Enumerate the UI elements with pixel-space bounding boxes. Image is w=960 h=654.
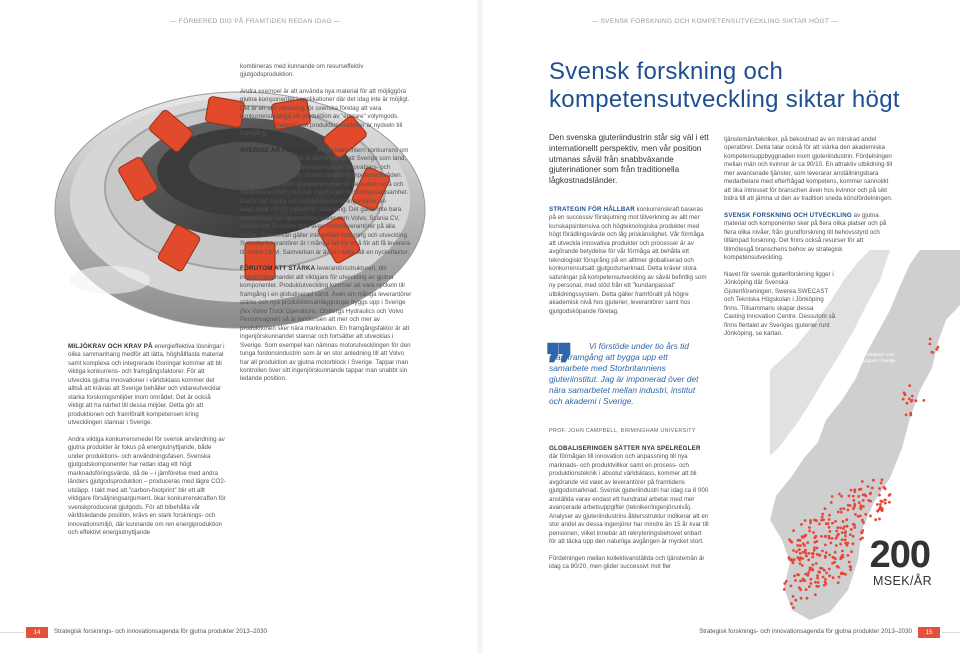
foundry-dot — [915, 399, 918, 402]
foundry-dot — [808, 552, 811, 555]
foundry-dot — [796, 556, 799, 559]
foundry-dot — [828, 514, 831, 517]
footer-text-right: Strategisk forsknings- och innovationsagenda för gjutna produkter 2013–2030 — [699, 628, 912, 635]
foundry-dot — [832, 556, 835, 559]
foundry-dot — [831, 495, 834, 498]
foundry-dot — [834, 557, 837, 560]
foundry-dot — [848, 561, 851, 564]
foundry-dot — [867, 485, 870, 488]
foundry-dot — [795, 599, 798, 602]
foundry-dot — [845, 518, 848, 521]
far-right-column-text — [724, 136, 894, 347]
foundry-dot — [869, 515, 872, 518]
foundry-dot — [859, 515, 862, 518]
foundry-dot — [808, 530, 811, 533]
foundry-dot — [844, 535, 847, 538]
foundry-dot — [813, 549, 816, 552]
foundry-dot — [815, 519, 818, 522]
foundry-dot — [800, 597, 803, 600]
foundry-dot — [836, 565, 839, 568]
foundry-dot — [852, 535, 855, 538]
foundry-dot — [906, 402, 909, 405]
foundry-dot — [830, 542, 833, 545]
foundry-dot — [911, 399, 914, 402]
left-column-text — [68, 343, 228, 546]
foundry-dot — [807, 574, 810, 577]
foundry-dot — [804, 519, 807, 522]
foundry-dot — [871, 487, 874, 490]
foundry-dot — [879, 503, 882, 506]
foundry-dot — [831, 522, 834, 525]
foundry-dot — [876, 503, 879, 506]
foundry-dot — [852, 542, 855, 545]
foundry-dot — [881, 478, 884, 481]
right-column-lower-text — [549, 445, 709, 580]
foundry-dot — [848, 495, 851, 498]
foundry-dot — [828, 518, 831, 521]
foundry-dot — [805, 555, 808, 558]
foundry-dot — [783, 588, 786, 591]
foundry-dot — [864, 513, 867, 516]
foundry-dot — [854, 513, 857, 516]
foundry-dot — [838, 493, 841, 496]
foundry-dot — [828, 574, 831, 577]
foundry-dot — [852, 495, 855, 498]
foundry-dot — [846, 525, 849, 528]
foundry-dot — [908, 384, 911, 387]
foundry-dot — [862, 505, 865, 508]
foundry-dot — [821, 550, 824, 553]
foundry-dot — [861, 532, 864, 535]
foundry-dot — [853, 490, 856, 493]
foundry-dot — [880, 482, 883, 485]
foundry-dot — [808, 585, 811, 588]
foundry-dot — [818, 523, 821, 526]
foundry-dot — [861, 529, 864, 532]
foundry-dot — [842, 520, 845, 523]
page-number-left: 14 — [26, 627, 48, 638]
paragraph-lead: STRATEGIN FÖR HÅLLBAR — [549, 206, 635, 213]
running-header-left: — FÖRBERED DIG PÅ FRAMTIDEN REDAN IDAG — — [170, 18, 341, 25]
foundry-dot — [849, 568, 852, 571]
foundry-dot — [849, 565, 852, 568]
foundry-dot — [824, 581, 827, 584]
foundry-dot — [814, 541, 817, 544]
paragraph-text: leverantörsstrukturen, blir ingenjörskunnandet allt viktigare för utveckling av gjutna komponenter. Produktutveckling kommer att vara nyckeln till framgång i en globaliserad värld. Även om många leverantörer stärks och nya produktionsanläggningar byggs upp i Sverige (fex Volvo Truck Operations, Olsbergs Hydraulics och Volvo Personvagnar) så är tendensen att mer och mer av produktionen sker nära marknaden. En framgångsfaktor är att ingenjörskunnandet stannar och fortsätter att utvecklas i Sverige. Som exempel kan nämnas motorutvecklingen för den tunga fordonsindustrin som är en stor anledning till att Volvo har all produktion av gjutna motorblock i Sverige. Tappar man kontrollen över sitt ingenjörskunnande tappar man snabbt sin ledande position. — [240, 265, 412, 383]
middle-column-text — [240, 63, 414, 392]
spine-gutter — [478, 0, 482, 654]
map-note: Svensk gjuteriindustri som tillverkar gjutgods i Sverige — [843, 352, 896, 363]
foundry-dot — [791, 559, 794, 562]
foundry-dot — [821, 516, 824, 519]
foundry-dot — [888, 494, 891, 497]
foundry-dot — [799, 588, 802, 591]
foundry-dot — [810, 582, 813, 585]
footer-rule-left — [0, 632, 24, 633]
foundry-dot — [835, 537, 838, 540]
foundry-dot — [888, 501, 891, 504]
foundry-dot — [852, 507, 855, 510]
foundry-dot — [811, 567, 814, 570]
foundry-dot — [817, 581, 820, 584]
foundry-dot — [911, 395, 914, 398]
foundry-dot — [824, 555, 827, 558]
foundry-dot — [828, 568, 831, 571]
foundry-dot — [844, 573, 847, 576]
foundry-dot — [825, 522, 828, 525]
foundry-dot — [840, 511, 843, 514]
foundry-dot — [903, 391, 906, 394]
foundry-dot — [874, 518, 877, 521]
foundry-dot — [794, 579, 797, 582]
foundry-dot — [905, 413, 908, 416]
foundry-dot — [858, 488, 861, 491]
quote-attribution: PROF. JOHN CAMPBELL, BIRMINGHAM UNIVERSITY — [549, 428, 696, 434]
foundry-dot — [824, 578, 827, 581]
foundry-dot — [837, 581, 840, 584]
foundry-dot — [801, 564, 804, 567]
foundry-dot — [902, 398, 905, 401]
paragraph-lead: FÖRUTOM ATT STÄRKA — [240, 265, 316, 273]
paragraph-text: Andra exempel är att använda nya material för att möjliggöra gjutna komponenter i applikationer där det idag inte är möjligt. Det är en stor utmaning för svenska företag att vara konkurrenskraftiga vid produktion av "enklare" volymgods. Avancerade material och produktionsmetoder är nyckeln till framgång. — [240, 87, 410, 138]
foundry-dot — [862, 499, 865, 502]
foundry-dot — [796, 544, 799, 547]
foundry-dot — [849, 533, 852, 536]
foundry-dot — [824, 535, 827, 538]
foundry-dot — [788, 538, 791, 541]
paragraph-text: för att klara intern konkurrens om forskningsresurser. Det är därför viktigt att Sverige som land, etablerar starka sektorsöverskridande innovations- och forskningsmiljöer inom särskilt utvalda kompetensområden. Många företag inom gjuteribranschen är dessutom små och medelstora (SME) och har ingen egen forskningsverksamhet. Därför har starka och etablerade forskningsmiljöer en avgörande roll för industrins utveckling. Det gäller inte bara utvecklingen av systemintegratörer som Volvo, Scania CV, Vestas och Ericsson utan även underleverantörer på alla nivåer. Samverkan gäller inte enbart forskning och utveckling. Svenska leverantörer är i många fall för små för att få leverera till större OEM. Samverkan är även i detta fall en nyckelfaktor. — [240, 146, 410, 256]
paragraph-lead: MILJÖKRAV OCH KRAV PÅ — [68, 343, 153, 350]
foundry-dot — [797, 574, 800, 577]
foundry-dot — [799, 580, 802, 583]
foundry-dot — [816, 553, 819, 556]
pull-quote: Vi förstöde under tio års tid utan framgång att bygga upp ett samarbete med Storbritanniens gjuteriinstitut. Jag är imponerad över det nära samarbetet mellan industri, institut och akademi i Sverige. — [549, 341, 699, 406]
foundry-dot — [878, 487, 881, 490]
foundry-dot — [884, 502, 887, 505]
foundry-dot — [812, 531, 815, 534]
foundry-dot — [831, 537, 834, 540]
foundry-dot — [797, 539, 800, 542]
foundry-dot — [843, 525, 846, 528]
foundry-dot — [876, 510, 879, 513]
foundry-dot — [836, 526, 839, 529]
foundry-dot — [800, 523, 803, 526]
foundry-dot — [807, 571, 810, 574]
foundry-dot — [880, 500, 883, 503]
foundry-dot — [824, 507, 827, 510]
foundry-dot — [850, 489, 853, 492]
foundry-dot — [814, 593, 817, 596]
foundry-dot — [824, 544, 827, 547]
foundry-dot — [838, 576, 841, 579]
foundry-dot — [861, 480, 864, 483]
foundry-dot — [808, 526, 811, 529]
foundry-dot — [922, 399, 925, 402]
foundry-dot — [844, 539, 847, 542]
foundry-dot — [821, 513, 824, 516]
foundry-dot — [799, 544, 802, 547]
foundry-dot — [793, 575, 796, 578]
foundry-dot — [798, 548, 801, 551]
foundry-dot — [801, 535, 804, 538]
foundry-dot — [858, 501, 861, 504]
foundry-dot — [799, 562, 802, 565]
foundry-dot — [792, 529, 795, 532]
foundry-dot — [853, 499, 856, 502]
foundry-dot — [843, 507, 846, 510]
page-title: Svensk forskning och kompetensutveckling siktar högt — [549, 58, 900, 114]
foundry-dot — [831, 562, 834, 565]
foundry-dot — [792, 606, 795, 609]
foundry-dot — [860, 507, 863, 510]
paragraph-text: kombineras med kunnande om resurseffektiv gjutgodsproduktion. — [240, 63, 364, 79]
foundry-dot — [811, 553, 814, 556]
footer-text-left: Strategisk forsknings- och innovationsagenda för gjutna produkter 2013–2030 — [54, 628, 267, 635]
foundry-dot — [835, 530, 838, 533]
foundry-dot — [788, 556, 791, 559]
foundry-dot — [820, 535, 823, 538]
foundry-dot — [799, 552, 802, 555]
foundry-dot — [815, 585, 818, 588]
foundry-dot — [816, 547, 819, 550]
foundry-dot — [792, 595, 795, 598]
foundry-dot — [883, 499, 886, 502]
foundry-dot — [822, 576, 825, 579]
foundry-dot — [859, 538, 862, 541]
paragraph-text: energieffektiva lösningar i olika sammanhang medför att lätta, höghållfasta material samt komplexa och integrerade lösningar kommer att bli viktiga konkurrens- och framgångsfaktorer. För att utveckla gjutna innovationer i världsklass kommer det alltså att krävas att Sverige behåller och vidareutvecklar starka forskningsmiljöer inom området. Det är också viktigt att ha närhet till dessa miljöer. Detta gör att produktionen och framförallt kompetensen kring utvecklingen stannar i Sverige. — [68, 343, 225, 427]
foundry-dot — [865, 495, 868, 498]
foundry-dot — [828, 554, 831, 557]
foundry-dot — [803, 544, 806, 547]
foundry-dot — [830, 501, 833, 504]
foundry-dot — [817, 571, 820, 574]
foundry-dot — [908, 398, 911, 401]
foundry-dot — [839, 508, 842, 511]
foundry-dot — [804, 534, 807, 537]
foundry-dot — [850, 528, 853, 531]
foundry-dot — [844, 530, 847, 533]
foundry-dot — [792, 549, 795, 552]
paragraph-text: konkurrenskraft baseras på en successiv förskjutning mot tillverkning av allt mer kunskapsintensiva och högteknologiska produkter med högt förädlingsvärde och låg priskänslighet. Vår förmåga att utveckla innovativa produkter och processer är av avgörande betydelse för vår förmåga att behålla ett teknologiskt försprång på en alltmer globaliserad och konkurrensutsatt gjutgodsmarknad. Detta kräver stora satsningar på kompetensutveckling av såväl befintlig som ny personal, med stöd från ett "kundanpassat" utbildningssystem. Detta gäller framförallt på högre akademisk nivå hos gjuterier, leverantörer samt hos gjutgodsköpande företag. — [549, 206, 707, 315]
foundry-dot — [810, 578, 813, 581]
paragraph-lead: SVENSK FORSKNING OCH UTVECKLING — [724, 211, 852, 219]
paragraph-text: Andra viktiga konkurrensmedel för svensk användning av gjutna produkter är fokus på energiutnyttjande, både under produktions- och användningsfasen. Svenska gjutgodskomponenter har redan idag ett högt marknadsföringsvärde, då de – i jämförelse med andra länders gjutgodsproduktion – produceras med lägre CO2-utsläpp. I takt med att "carbon-footprint" blir ett allt viktigare försäljningsargument, ökar konkurrenskraften för svenskproducerat gjutgods. För att bibehålla vår världsledande position, krävs en stark forsknings- och innovationsmiljö, där kunnande om ren energiproduktion och effektivt energiutnyttjande — [68, 435, 226, 537]
paragraph-lead: GLOBALISERINGEN SÄTTER NYA SPELREGLER — [549, 445, 701, 452]
foundry-dot — [840, 572, 843, 575]
foundry-dot — [809, 519, 812, 522]
foundry-dot — [825, 572, 828, 575]
foundry-dot — [806, 541, 809, 544]
foundry-dot — [862, 493, 865, 496]
foundry-dot — [869, 492, 872, 495]
quote-mark-icon: ❞ — [545, 335, 569, 395]
footer-rule-right — [942, 632, 960, 633]
foundry-dot — [841, 550, 844, 553]
foundry-dot — [828, 526, 831, 529]
foundry-dot — [837, 511, 840, 514]
foundry-dot — [820, 519, 823, 522]
foundry-dot — [878, 494, 881, 497]
foundry-dot — [847, 554, 850, 557]
foundry-dot — [811, 564, 814, 567]
foundry-dot — [878, 518, 881, 521]
foundry-dot — [802, 578, 805, 581]
foundry-dot — [881, 507, 884, 510]
foundry-dot — [857, 495, 860, 498]
foundry-dot — [884, 487, 887, 490]
foundry-dot — [909, 412, 912, 415]
foundry-dot — [783, 582, 786, 585]
paragraph-lead: SVERIGE ÄR FÖR LITET — [240, 146, 316, 154]
foundry-dot — [814, 581, 817, 584]
foundry-dot — [835, 544, 838, 547]
foundry-dot — [801, 557, 804, 560]
stat-value: 200 — [869, 534, 930, 576]
foundry-dot — [815, 562, 818, 565]
foundry-dot — [937, 346, 940, 349]
paragraph-text: där förmågan till innovation och anpassning till nya marknads- och produktvillkor samt en process- och produktionsteknik i absolut världsklass, kommer att bli avgörande vid valet av leverantörer på framtidens gjutgodsmarknad. Svensk gjuteriindustri har idag ca 8 000 anställda varav endast ett hundratal arbetar med mer avancerade arbetsuppgifter (tekniker/ingenjörsnivå). Analyser av gjuteriindustrins åldersstruktur indikerar att en stor andel av dessa ingenjörer har mindre än 15 år kvar till pensionen, vilket innebär att rekryteringsbehovet enbart för att täcka upp den naturliga avgången är mycket stort. — [549, 453, 709, 546]
foundry-dot — [861, 519, 864, 522]
stat-unit: MSEK/ÅR — [872, 574, 932, 588]
foundry-dot — [834, 551, 837, 554]
foundry-dot — [839, 543, 842, 546]
foundry-dot — [846, 542, 849, 545]
intro-text: Den svenska gjuteriindustrin står sig väl i ett internationellt perspektiv, men vår position utmanas såväl från snabbväxande gjuterinationer som från traditionella lågkostnadsländer. — [549, 133, 709, 186]
paragraph-text: Navet för svensk gjuteriforskning ligger i Jönköping där Svenska Gjuteriföreningen, Swerea SWECAST och Tekniska Högskolan i Jönköping finns. Tillsammans skapar dessa Casting Innovation Centre. Dessutom så finns flertalet av Sveriges gjuterier runt Jönköping, se kartan. — [724, 270, 836, 338]
foundry-dot — [832, 576, 835, 579]
foundry-dot — [816, 574, 819, 577]
foundry-dot — [841, 531, 844, 534]
foundry-dot — [872, 479, 875, 482]
foundry-dot — [790, 585, 793, 588]
foundry-dot — [790, 602, 793, 605]
foundry-dot — [813, 546, 816, 549]
foundry-dot — [929, 338, 932, 341]
foundry-dot — [840, 556, 843, 559]
foundry-dot — [795, 550, 798, 553]
paragraph-text: tjänstemän/tekniker, på bekostnad av en minskad andel operatörer. Detta talar också för att stärka den akademiska kompetensuppbyggnaden inom gjuteriindustrin. Fördelningen mellan män och kvinnor är ca 90/10. En attraktiv utbildning till mer avancerade tjänster, som leverarar anställningsbara medarbetare med efterfrågad kompetens, kommer sannolikt att öka intresset för branschen även hos kvinnor och på sikt bidra till att jämna ut den av tradition sneda könsfördelningen. — [724, 136, 893, 203]
foundry-dot — [829, 530, 832, 533]
foundry-dot — [850, 550, 853, 553]
foundry-dot — [853, 526, 856, 529]
paragraph-text: Fördelningen mellan kollektivanställda och tjänstemän är idag ca 80/20, men glider successivt mot fler — [549, 554, 705, 571]
foundry-dot — [869, 500, 872, 503]
foundry-dot — [841, 538, 844, 541]
right-column-text — [549, 206, 709, 324]
foundry-dot — [807, 559, 810, 562]
foundry-dot — [805, 588, 808, 591]
foundry-dot — [811, 556, 814, 559]
foundry-dot — [814, 535, 817, 538]
foundry-dot — [821, 567, 824, 570]
foundry-dot — [839, 526, 842, 529]
foundry-dot — [828, 535, 831, 538]
foundry-dot — [825, 551, 828, 554]
foundry-dot — [931, 351, 934, 354]
foundry-dot — [847, 504, 850, 507]
foundry-dot — [847, 509, 850, 512]
foundry-dot — [798, 559, 801, 562]
foundry-dot — [834, 520, 837, 523]
page-number-right: 15 — [918, 627, 940, 638]
foundry-dot — [816, 577, 819, 580]
foundry-dot — [929, 343, 932, 346]
foundry-dot — [802, 551, 805, 554]
paragraph-text: av gjutna material och komponenter sker på flera olika platser och på flera olika nivåer, från grundforskning till behovsstyrd och tillämpad forskning. Det finns också resurser för att tillmötesgå branschens behov av strategisk kompetensutveckling. — [724, 211, 887, 262]
foundry-dot — [853, 505, 856, 508]
foundry-dot — [840, 495, 843, 498]
foundry-dot — [852, 523, 855, 526]
foundry-dot — [806, 597, 809, 600]
running-header-right: — SVENSK FORSKNING OCH KOMPETENSUTVECKLING SIKTAR HÖGT — — [591, 18, 838, 25]
